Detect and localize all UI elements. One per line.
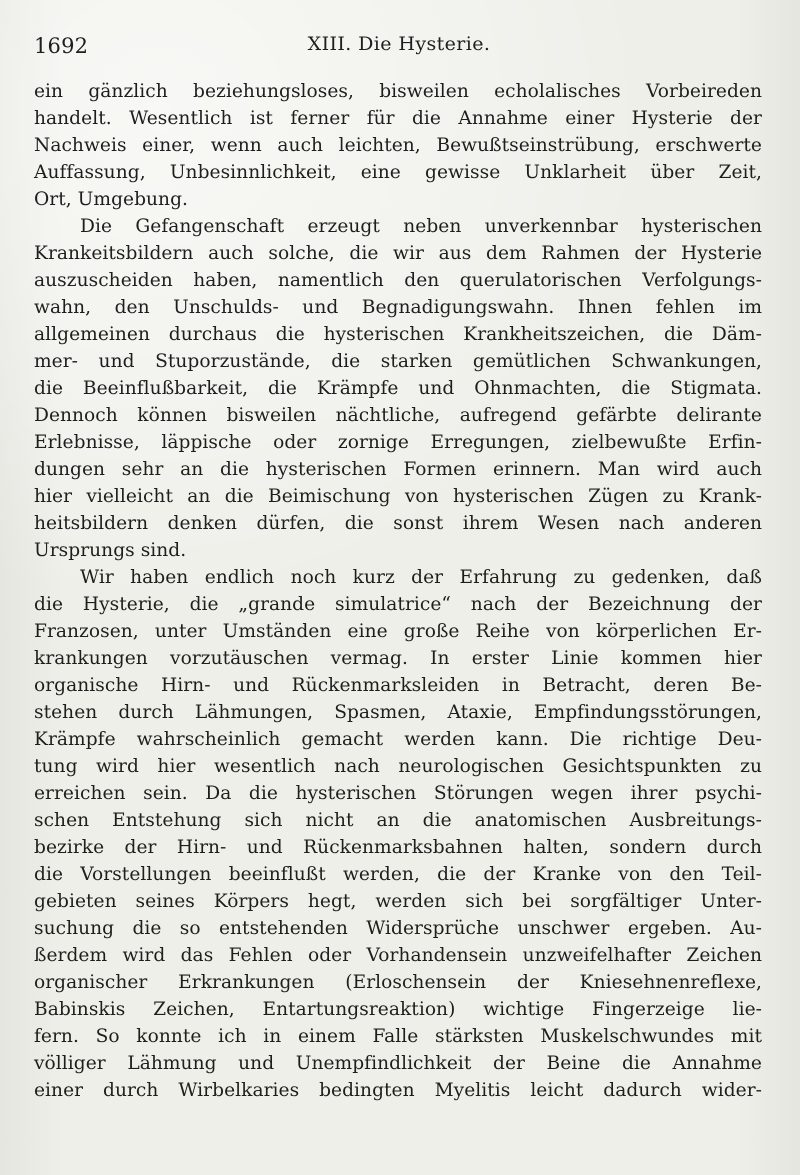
text-line: einer durch Wirbelkaries bedingten Myelitis leicht dadurch wider-: [34, 1080, 762, 1101]
text-line: dungen sehr an die hysterischen Formen erinnern. Man wird auch: [34, 459, 762, 480]
text-line: krankungen vorzutäuschen vermag. In erster Linie kommen hier: [34, 648, 762, 669]
text-line: organische Hirn- und Rückenmarksleiden in Betracht, deren Be-: [34, 675, 762, 696]
text-line: handelt. Wesentlich ist ferner für die Annahme einer Hysterie der: [34, 108, 762, 129]
text-line: tung wird hier wesentlich nach neurologischen Gesichtspunkten zu: [34, 756, 762, 777]
text-line: Ort, Umgebung.: [34, 189, 188, 210]
text-line: Nachweis einer, wenn auch leichten, Bewußtseinstrübung, erschwerte: [34, 135, 762, 156]
text-line: mer- und Stuporzustände, die starken gemütlichen Schwankungen,: [34, 351, 762, 372]
text-line: ßerdem wird das Fehlen oder Vorhandensein unzweifelhafter Zeichen: [34, 945, 762, 966]
text-line: die Beeinflußbarkeit, die Krämpfe und Ohnmachten, die Stigmata.: [34, 378, 762, 399]
text-line: erreichen sein. Da die hysterischen Störungen wegen ihrer psychi-: [34, 783, 762, 804]
text-line: auszuscheiden haben, namentlich den querulatorischen Verfolgungs-: [34, 270, 762, 291]
text-line: die Vorstellungen beeinflußt werden, die der Kranke von den Teil-: [34, 864, 762, 885]
text-line: stehen durch Lähmungen, Spasmen, Ataxie, Empfindungsstörungen,: [34, 702, 762, 723]
text-line: hier vielleicht an die Beimischung von hysterischen Zügen zu Krank-: [34, 486, 762, 507]
text-line: Die Gefangenschaft erzeugt neben unverkennbar hysterischen: [80, 216, 762, 237]
text-line: heitsbildern denken dürfen, die sonst ihrem Wesen nach anderen: [34, 513, 762, 534]
text-line: organischer Erkrankungen (Erloschensein der Kniesehnenreflexe,: [34, 972, 762, 993]
text-line: die Hysterie, die „grande simulatrice“ nach der Bezeichnung der: [34, 594, 762, 615]
text-line: Babinskis Zeichen, Entartungsreaktion) wichtige Fingerzeige lie-: [34, 999, 762, 1020]
text-line: Krämpfe wahrscheinlich gemacht werden kann. Die richtige Deu-: [34, 729, 762, 750]
text-line: fern. So konnte ich in einem Falle stärksten Muskelschwundes mit: [34, 1026, 762, 1047]
text-line: bezirke der Hirn- und Rückenmarksbahnen halten, sondern durch: [34, 837, 762, 858]
text-line: schen Entstehung sich nicht an die anatomischen Ausbreitungs-: [34, 810, 762, 831]
text-line: allgemeinen durchaus die hysterischen Krankheitszeichen, die Däm-: [34, 324, 762, 345]
text-line: suchung die so entstehenden Widersprüche unschwer ergeben. Au-: [34, 918, 762, 939]
page-header: [34, 24, 764, 62]
text-line: Krankeitsbildern auch solche, die wir aus dem Rahmen der Hysterie: [34, 243, 762, 264]
text-line: Dennoch können bisweilen nächtliche, aufregend gefärbte delirante: [34, 405, 762, 426]
body-text: [34, 78, 762, 1104]
text-line: Franzosen, unter Umständen eine große Reihe von körperlichen Er-: [34, 621, 762, 642]
text-line: Auffassung, Unbesinnlichkeit, eine gewisse Unklarheit über Zeit,: [34, 162, 762, 183]
text-line: ein gänzlich beziehungsloses, bisweilen echolalisches Vorbeireden: [34, 81, 762, 102]
text-line: gebieten seines Körpers hegt, werden sich bei sorgfältiger Unter-: [34, 891, 762, 912]
page-number: 1692: [34, 34, 89, 58]
text-line: Wir haben endlich noch kurz der Erfahrung zu gedenken, daß: [80, 567, 762, 588]
text-line: wahn, den Unschulds- und Begnadigungswahn. Ihnen fehlen im: [34, 297, 762, 318]
running-head: XIII. Die Hysterie.: [307, 33, 491, 55]
text-line: Erlebnisse, läppische oder zornige Erregungen, zielbewußte Erfin-: [34, 432, 762, 453]
text-line: völliger Lähmung und Unempfindlichkeit der Beine die Annahme: [34, 1053, 762, 1074]
text-line: Ursprungs sind.: [34, 540, 187, 561]
